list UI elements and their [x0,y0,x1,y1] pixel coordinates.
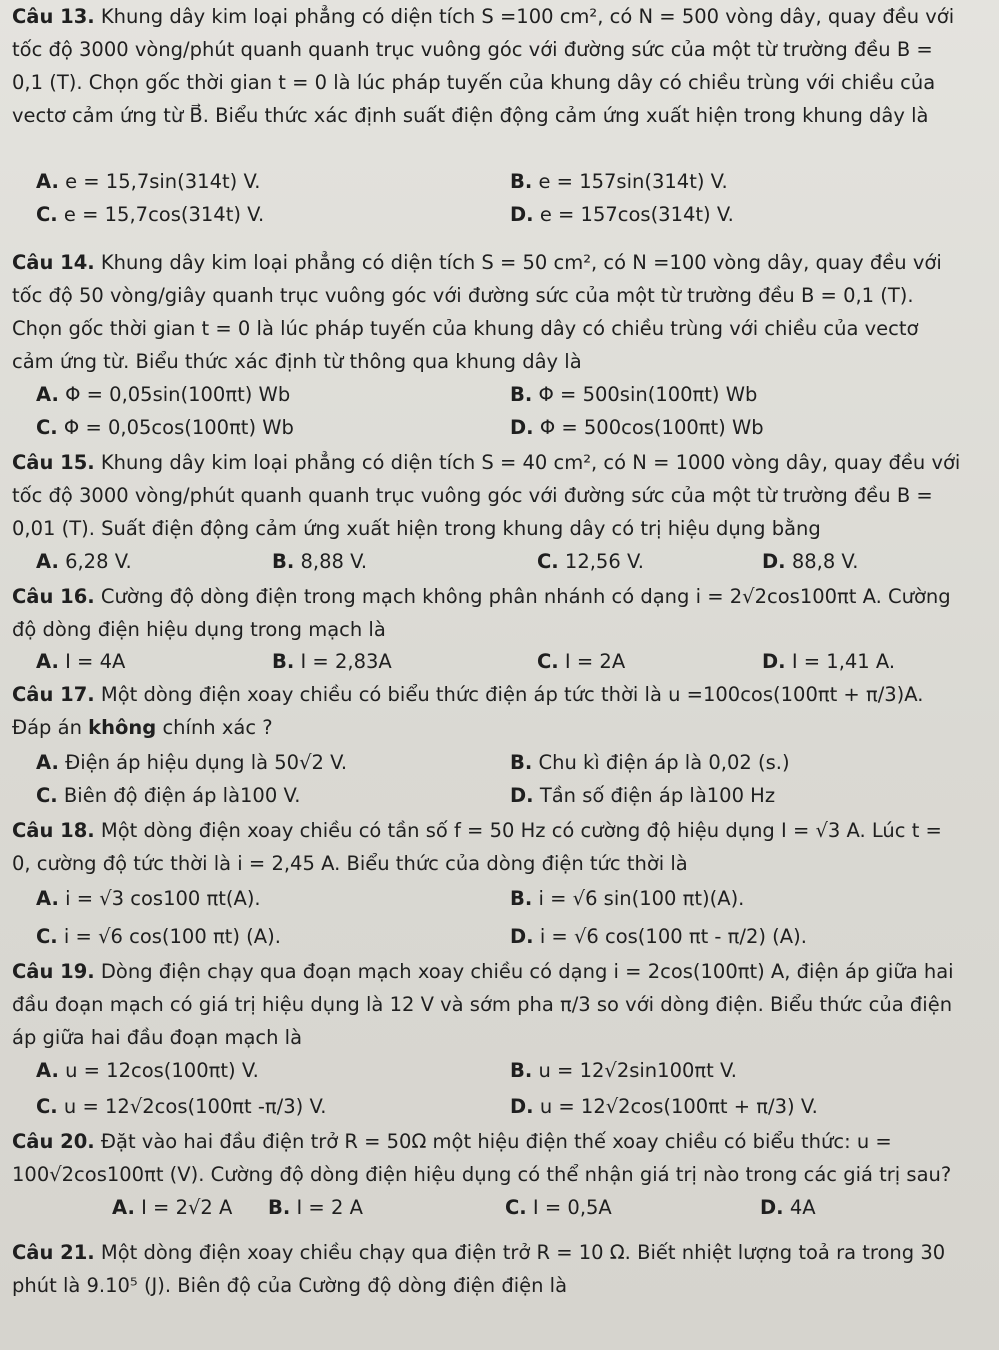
question-14 [12,246,962,378]
question-text: Cường độ dòng điện trong mạch không phân nhánh có dạng i = 2√2cos100πt A. Cường độ dòng điện hiệu dụng trong mạch là [12,585,951,641]
option-a[interactable]: A. Φ = 0,05sin(100πt) Wb [36,383,291,406]
option-b[interactable]: B. I = 2,83A [272,650,392,673]
option-c[interactable]: C. Φ = 0,05cos(100πt) Wb [36,416,294,439]
question-text: Một dòng điện xoay chiều có biểu thức điện áp tức thời là u =100cos(100πt + π/3)A. Đáp án [12,683,924,739]
question-19 [12,955,962,1054]
option-b[interactable]: B. I = 2 A [268,1196,363,1219]
option-d[interactable]: D. I = 1,41 A. [762,650,896,673]
question-16 [12,580,962,646]
question-number: Câu 15. [12,451,95,474]
option-d[interactable]: D. 4A [760,1196,816,1219]
question-text: Một dòng điện xoay chiều có tần số f = 50 Hz có cường độ hiệu dụng I = √3 A. Lúc t = 0, cường độ tức thời là i = 2,45 A. Biểu thức của dòng điện tức thời là [12,819,942,875]
option-b[interactable]: B. 8,88 V. [272,550,368,573]
question-15 [12,446,962,545]
option-c[interactable]: C. I = 2A [537,650,626,673]
option-b[interactable]: B. Φ = 500sin(100πt) Wb [510,383,758,406]
option-a[interactable]: A. u = 12cos(100πt) V. [36,1059,259,1082]
question-number: Câu 14. [12,251,95,274]
question-text: Khung dây kim loại phẳng có diện tích S = 40 cm², có N = 1000 vòng dây, quay đều với tốc độ 3000 vòng/phút quanh quanh trục vuông góc với đường sức của một từ trường đều B = 0,01 (T). Suất điện động cảm ứng xuất hiện trong khung dây có trị hiệu dụng bằng [12,451,961,540]
option-c[interactable]: C. I = 0,5A [505,1196,612,1219]
option-b[interactable]: B. u = 12√2sin100πt V. [510,1059,737,1082]
question-text: Một dòng điện xoay chiều chạy qua điện trở R = 10 Ω. Biết nhiệt lượng toả ra trong 30 phút là 9.10⁵ (J). Biên độ của Cường độ dòng điện điện là [12,1241,946,1297]
question-emphasis: không [88,716,157,739]
option-d[interactable]: D. 88,8 V. [762,550,859,573]
option-a[interactable]: A. I = 2√2 A [112,1196,233,1219]
question-21 [12,1236,962,1302]
question-text: Dòng điện chạy qua đoạn mạch xoay chiều có dạng i = 2cos(100πt) A, điện áp giữa hai đầu đoạn mạch có giá trị hiệu dụng là 12 V và sớm pha π/3 so với dòng điện. Biểu thức của điện áp giữa hai đầu đoạn mạch là [12,960,954,1049]
question-text: Khung dây kim loại phẳng có diện tích S = 50 cm², có N =100 vòng dây, quay đều với tốc độ 50 vòng/giây quanh trục vuông góc với đường sức của một từ trường đều B = 0,1 (T). Chọn gốc thời gian t = 0 là lúc pháp tuyến của khung dây có chiều trùng với chiều của vectơ cảm ứng từ. Biểu thức xác định từ thông qua khung dây là [12,251,942,373]
option-b[interactable]: B. e = 157sin(314t) V. [510,170,728,193]
question-number: Câu 20. [12,1130,95,1153]
option-d[interactable]: D. Φ = 500cos(100πt) Wb [510,416,764,439]
option-d[interactable]: D. e = 157cos(314t) V. [510,203,734,226]
option-a[interactable]: A. Điện áp hiệu dụng là 50√2 V. [36,751,348,774]
option-c[interactable]: C. u = 12√2cos(100πt -π/3) V. [36,1095,327,1118]
option-c[interactable]: C. e = 15,7cos(314t) V. [36,203,265,226]
question-18 [12,814,962,880]
option-a[interactable]: A. I = 4A [36,650,126,673]
option-a[interactable]: A. 6,28 V. [36,550,132,573]
question-text: Khung dây kim loại phẳng có diện tích S =100 cm², có N = 500 vòng dây, quay đều với tốc độ 3000 vòng/phút quanh quanh trục vuông góc với đường sức của một từ trường đều B = 0,1 (T). Chọn gốc thời gian t = 0 là lúc pháp tuyến của khung dây có chiều trùng với chiều của vectơ cảm ứng từ B⃗. Biểu thức xác định suất điện động cảm ứng xuất hiện trong khung dây là [12,5,955,127]
option-c[interactable]: C. Biên độ điện áp là100 V. [36,784,301,807]
question-13 [12,0,962,132]
question-text-end: chính xác ? [162,716,273,739]
option-c[interactable]: C. i = √6 cos(100 πt) (A). [36,925,281,948]
option-a[interactable]: A. i = √3 cos100 πt(A). [36,887,261,910]
question-number: Câu 16. [12,585,95,608]
option-b[interactable]: B. i = √6 sin(100 πt)(A). [510,887,745,910]
option-d[interactable]: D. i = √6 cos(100 πt - π/2) (A). [510,925,807,948]
option-c[interactable]: C. 12,56 V. [537,550,644,573]
question-17 [12,678,962,744]
question-number: Câu 13. [12,5,95,28]
question-number: Câu 21. [12,1241,95,1264]
option-d[interactable]: D. Tần số điện áp là100 Hz [510,784,776,807]
option-b[interactable]: B. Chu kì điện áp là 0,02 (s.) [510,751,790,774]
question-20 [12,1125,962,1191]
question-text: Đặt vào hai đầu điện trở R = 50Ω một hiệu điện thế xoay chiều có biểu thức: u = 100√2cos100πt (V). Cường độ dòng điện hiệu dụng có thể nhận giá trị nào trong các giá trị sau? [12,1130,952,1186]
question-number: Câu 17. [12,683,95,706]
option-a[interactable]: A. e = 15,7sin(314t) V. [36,170,261,193]
question-number: Câu 18. [12,819,95,842]
option-d[interactable]: D. u = 12√2cos(100πt + π/3) V. [510,1095,818,1118]
question-number: Câu 19. [12,960,95,983]
